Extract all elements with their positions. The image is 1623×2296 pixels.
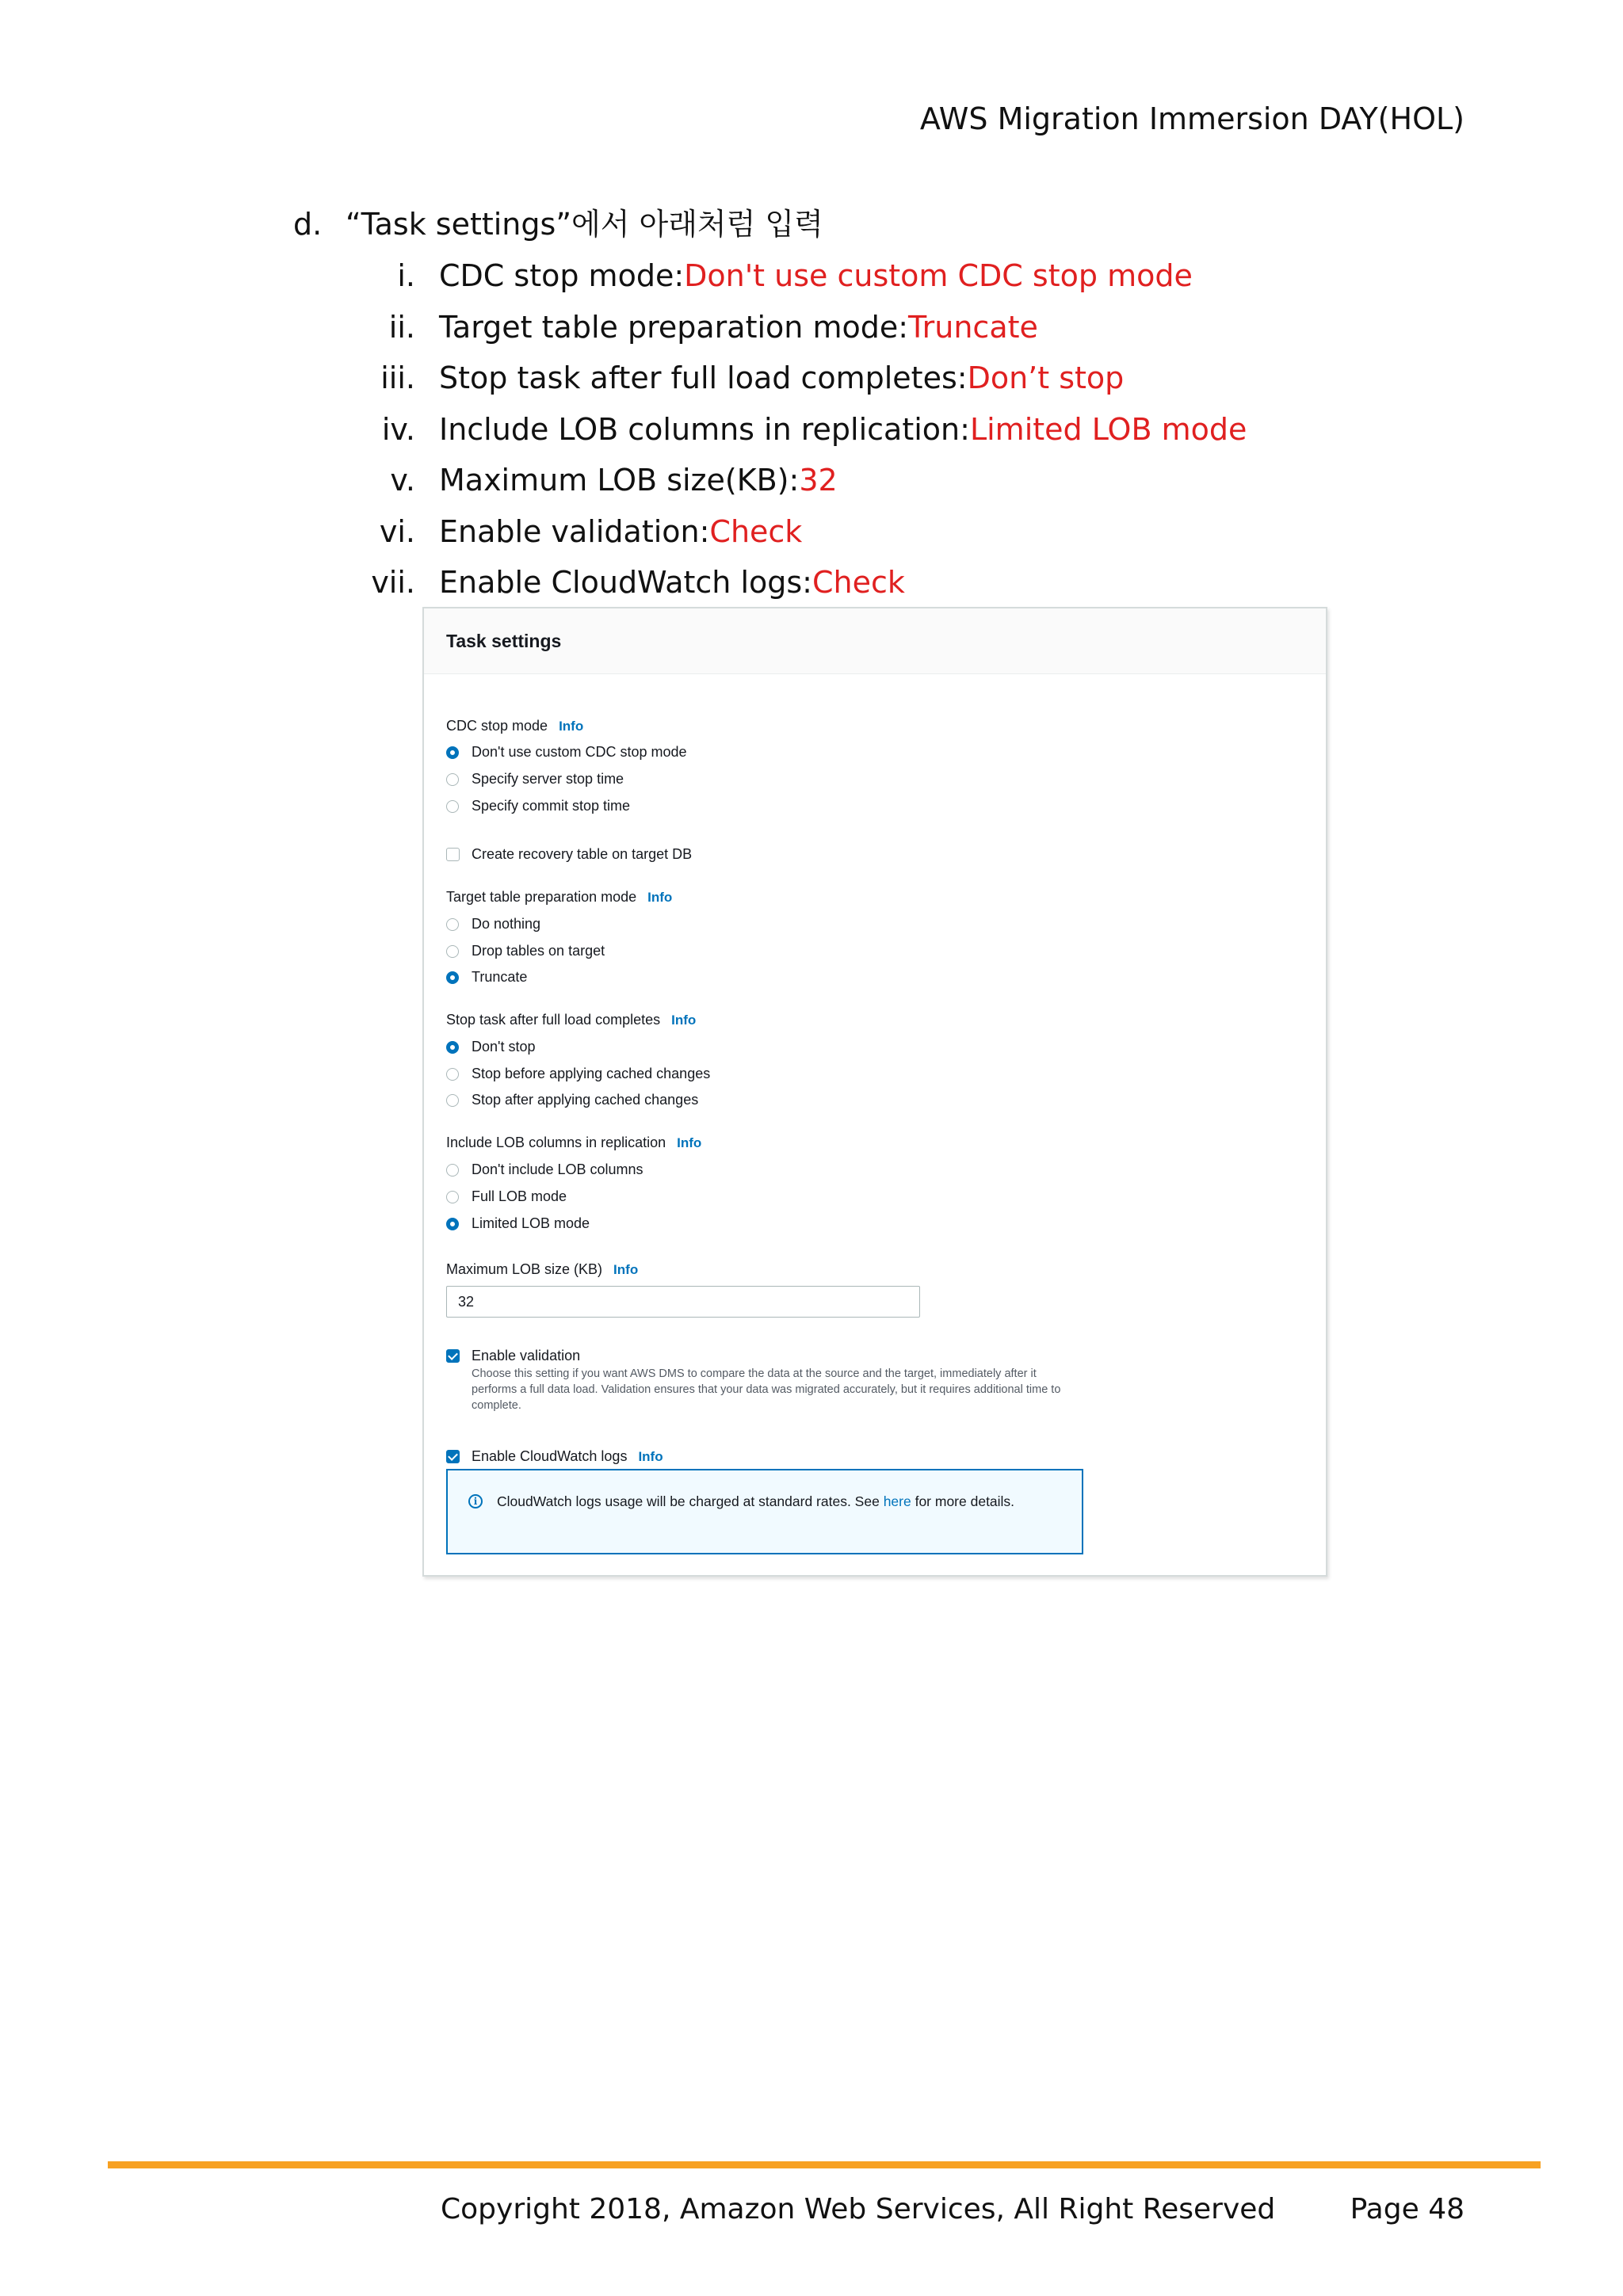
radio-option-label: Drop tables on target (472, 943, 605, 959)
step-text: “Task settings”에서 아래처럼 입력 (346, 207, 823, 242)
item-number: iv. (381, 411, 415, 447)
radio-selected-icon[interactable] (446, 1218, 459, 1230)
checkbox-icon[interactable] (446, 848, 460, 861)
item-label: Target table preparation mode (439, 309, 899, 345)
max-lob-size-label-text: Maximum LOB size (KB) (446, 1261, 603, 1277)
radio-selected-icon[interactable] (446, 1041, 459, 1054)
radio-option[interactable] (446, 798, 630, 814)
info-link[interactable]: Info (647, 890, 673, 905)
radio-option-label: Specify server stop time (472, 771, 624, 787)
step-letter: d. (293, 207, 323, 242)
checkbox-label: Enable validation (472, 1348, 581, 1363)
radio-option[interactable] (446, 1066, 710, 1082)
list-item (341, 250, 1247, 302)
radio-icon[interactable] (446, 773, 459, 786)
item-label: Enable CloudWatch logs (439, 565, 803, 601)
list-item (341, 455, 1247, 506)
checkbox-checked-icon[interactable] (446, 1450, 460, 1463)
radio-icon[interactable] (446, 1164, 459, 1177)
include-lob-label (446, 1135, 701, 1151)
settings-list (341, 250, 1247, 608)
item-label: Include LOB columns in replication (439, 411, 960, 447)
radio-icon[interactable] (446, 945, 459, 958)
item-value: Truncate (908, 309, 1038, 345)
item-value: Check (812, 565, 905, 601)
item-number: i. (397, 258, 415, 294)
checkbox-checked-icon[interactable] (446, 1349, 460, 1363)
list-item (341, 404, 1247, 456)
stop-task-label-text: Stop task after full load completes (446, 1012, 661, 1028)
task-settings-panel (422, 607, 1327, 1577)
cloudwatch-info-alert (446, 1469, 1083, 1554)
radio-option-label: Don't use custom CDC stop mode (472, 744, 687, 760)
radio-option-label: Truncate (472, 969, 528, 985)
stop-task-label (446, 1012, 696, 1028)
list-item (341, 302, 1247, 353)
footer-copyright: Copyright 2018, Amazon Web Services, All Right Reserved (441, 2193, 1276, 2225)
item-separator: : (699, 513, 710, 549)
list-item (341, 353, 1247, 404)
include-lob-label-text: Include LOB columns in replication (446, 1135, 666, 1150)
item-value: Check (709, 513, 803, 549)
radio-icon[interactable] (446, 1068, 459, 1081)
panel-title: Task settings (424, 608, 1326, 674)
enable-cloudwatch-checkbox[interactable] (446, 1448, 663, 1465)
radio-option[interactable] (446, 1215, 590, 1232)
radio-option-label: Stop after applying cached changes (472, 1092, 699, 1108)
item-label: Stop task after full load completes (439, 360, 957, 396)
list-item (341, 557, 1247, 608)
radio-selected-icon[interactable] (446, 746, 459, 759)
step-heading (293, 200, 823, 243)
item-value: Don't use custom CDC stop mode (684, 258, 1193, 294)
info-link[interactable]: Info (613, 1262, 639, 1277)
list-item (341, 506, 1247, 558)
item-separator: : (789, 463, 800, 498)
item-separator: : (898, 309, 909, 345)
item-number: ii. (388, 309, 415, 345)
alert-text-after: for more details. (911, 1493, 1015, 1509)
radio-icon[interactable] (446, 800, 459, 813)
info-link[interactable]: Info (559, 719, 584, 734)
item-number: v. (390, 463, 415, 498)
max-lob-size-label (446, 1261, 638, 1278)
radio-option[interactable] (446, 969, 527, 986)
recovery-table-checkbox[interactable] (446, 846, 692, 863)
checkbox-label: Enable CloudWatch logs (472, 1448, 628, 1464)
alert-text (497, 1491, 1052, 1512)
alert-text-before: CloudWatch logs usage will be charged at standard rates. See (497, 1493, 884, 1509)
info-circle-icon: i (468, 1494, 483, 1508)
here-link[interactable]: here (883, 1493, 911, 1509)
radio-selected-icon[interactable] (446, 971, 459, 984)
radio-option[interactable] (446, 1188, 567, 1205)
radio-option[interactable] (446, 1161, 643, 1178)
max-lob-size-input[interactable]: 32 (446, 1286, 920, 1318)
info-link[interactable]: Info (638, 1448, 663, 1464)
info-link[interactable]: Info (677, 1135, 702, 1150)
document-header-title: AWS Migration Immersion DAY(HOL) (919, 101, 1465, 136)
radio-option[interactable] (446, 1092, 698, 1108)
item-number: vi. (379, 513, 415, 549)
enable-validation-checkbox[interactable] (446, 1348, 580, 1364)
item-label: CDC stop mode (439, 258, 674, 294)
item-label: Enable validation (439, 513, 700, 549)
item-separator: : (802, 565, 812, 601)
item-separator: : (960, 411, 970, 447)
radio-option[interactable] (446, 771, 624, 788)
radio-icon[interactable] (446, 1191, 459, 1203)
item-separator: : (674, 258, 685, 294)
cdc-stop-mode-label (446, 718, 583, 734)
footer-divider (108, 2161, 1541, 2168)
radio-option[interactable] (446, 916, 540, 933)
radio-icon[interactable] (446, 1094, 459, 1107)
radio-option-label: Do nothing (472, 916, 541, 932)
radio-option[interactable] (446, 943, 605, 959)
info-link[interactable]: Info (671, 1013, 697, 1028)
item-separator: : (957, 360, 968, 396)
target-table-prep-label-text: Target table preparation mode (446, 889, 637, 905)
item-number: vii. (371, 565, 415, 601)
footer-page-number: Page 48 (1350, 2193, 1465, 2225)
radio-option-label: Stop before applying cached changes (472, 1066, 711, 1081)
validation-description: Choose this setting if you want AWS DMS to compare the data at the source and the target, immediately after it performs a full data load. Validation ensures that your data was migrated accurately, but it requires additional time to complete. (472, 1367, 1061, 1412)
item-value: Limited LOB mode (969, 411, 1247, 447)
item-value: Don’t stop (967, 360, 1125, 396)
target-table-prep-label (446, 889, 672, 906)
item-label: Maximum LOB size(KB) (439, 463, 789, 498)
radio-option-label: Full LOB mode (472, 1188, 567, 1204)
cdc-stop-mode-label-text: CDC stop mode (446, 718, 548, 734)
radio-option-label: Don't include LOB columns (472, 1161, 643, 1177)
radio-icon[interactable] (446, 918, 459, 931)
radio-option-label: Limited LOB mode (472, 1215, 590, 1231)
checkbox-label: Create recovery table on target DB (472, 846, 693, 862)
item-number: iii. (380, 360, 415, 396)
radio-option-label: Specify commit stop time (472, 798, 631, 814)
radio-option[interactable] (446, 744, 687, 761)
item-value: 32 (799, 463, 838, 498)
radio-option-label: Don't stop (472, 1039, 536, 1055)
radio-option[interactable] (446, 1039, 535, 1055)
